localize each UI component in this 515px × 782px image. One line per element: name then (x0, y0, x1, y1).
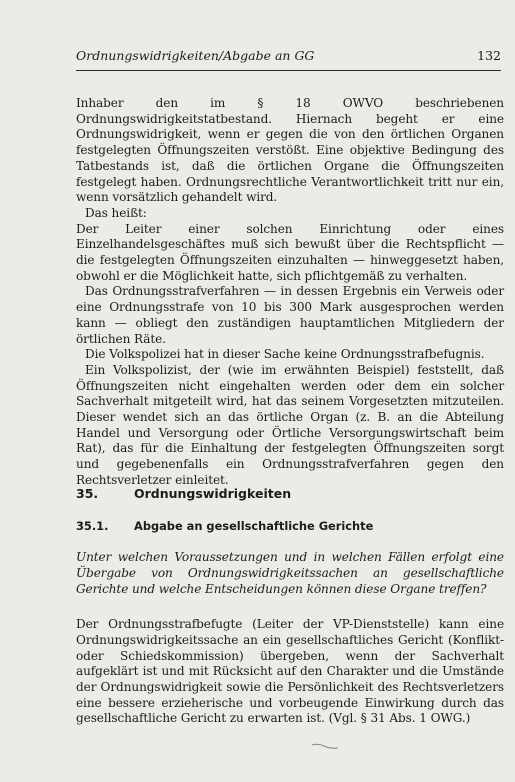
ink-smudge-mark (310, 742, 340, 750)
paragraph-3: Der Leiter einer solchen Einrichtung oder eines Einzelhandelsgeschäftes muß sich bewußt über die Rechtspflicht — die festgelegten Öffnungszeiten einzuhalten — hinweggesetzt haben, obwohl er die Möglichkeit hatte, sich pflichtgemäß zu verhalten. (76, 221, 504, 283)
answer-text: Der Ordnungsstrafbefugte (Leiter der VP-Dienststelle) kann eine Ordnungswidrigkeitssache an ein gesellschaftliches Gericht (Konflikt- oder Schiedskommission) übergeben, wenn der Sachverhalt aufgeklärt ist und mit Rücksicht auf den Charakter und die Umstände der Ordnungswidrigkeit sowie die Persönlichkeit des Rechtsverletzers eine bessere erzieherische und vorbeugende Einwirkung durch das gesellschaftliche Gericht zu erwarten ist. (Vgl. § 31 Abs. 1 OWG.) (76, 617, 504, 726)
question-text: Unter welchen Voraussetzungen und in welchen Fällen erfolgt eine Übergabe von Ordnungswidrigkeitssachen an gesellschaftliche Gerichte und welche Entscheidungen können diese Organe treffen? (76, 550, 504, 596)
subsection-title: Abgabe an gesellschaftliche Gerichte (134, 519, 374, 533)
running-header (76, 46, 501, 68)
subsection-number: 35.1. (76, 519, 109, 533)
paragraph-5: Die Volkspolizei hat in dieser Sache keine Ordnungsstrafbefugnis. (85, 347, 485, 362)
section-number: 35. (76, 486, 99, 501)
page-number: 132 (477, 48, 501, 63)
section-title: Ordnungswidrigkeiten (134, 486, 292, 501)
paragraph-2: Das heißt: (85, 205, 147, 220)
running-header-title: Ordnungswidrigkeiten/Abgabe an GG (76, 48, 315, 63)
paragraph-1: Inhaber den im § 18 OWVO beschriebenen Ordnungswidrigkeitstatbestand. Hiernach begeht er eine Ordnungswidrigkeit, wenn er gegen die von den örtlichen Organen festgelegten Öffnungszeiten verstößt. Eine objektive Bedingung des Tatbestands ist, daß die örtlichen Organe die Öffnungszeiten festgelegt haben. Ordnungsrechtliche Verantwortlichkeit tritt nur ein, wenn vorsätzlich gehandelt wird. (76, 96, 504, 205)
paragraph-4: Das Ordnungsstrafverfahren — in dessen Ergebnis ein Verweis oder eine Ordnungsstrafe von 10 bis 300 Mark ausgesprochen werden kann — obliegt den zuständigen hauptamtlichen Mitgliedern der örtlichen Räte. (76, 284, 504, 346)
body-text (76, 96, 504, 489)
header-rule (76, 70, 501, 71)
paragraph-6: Ein Volkspolizist, der (wie im erwähnten Beispiel) feststellt, daß Öffnungszeiten nicht eingehalten werden oder dem ein solcher Sachverhalt mitgeteilt wird, hat das seinem Vorgesetzten mitzuteilen. Dieser wendet sich an das örtliche Organ (z. B. an die Abteilung Handel und Versorgung oder Örtliche Versorgungswirtschaft beim Rat), das für die Einhaltung der festgelegten Öffnungszeiten sorgt und gegebenenfalls ein Ordnungsstrafverfahren gegen den Rechtsverletzer einleitet. (76, 362, 504, 487)
